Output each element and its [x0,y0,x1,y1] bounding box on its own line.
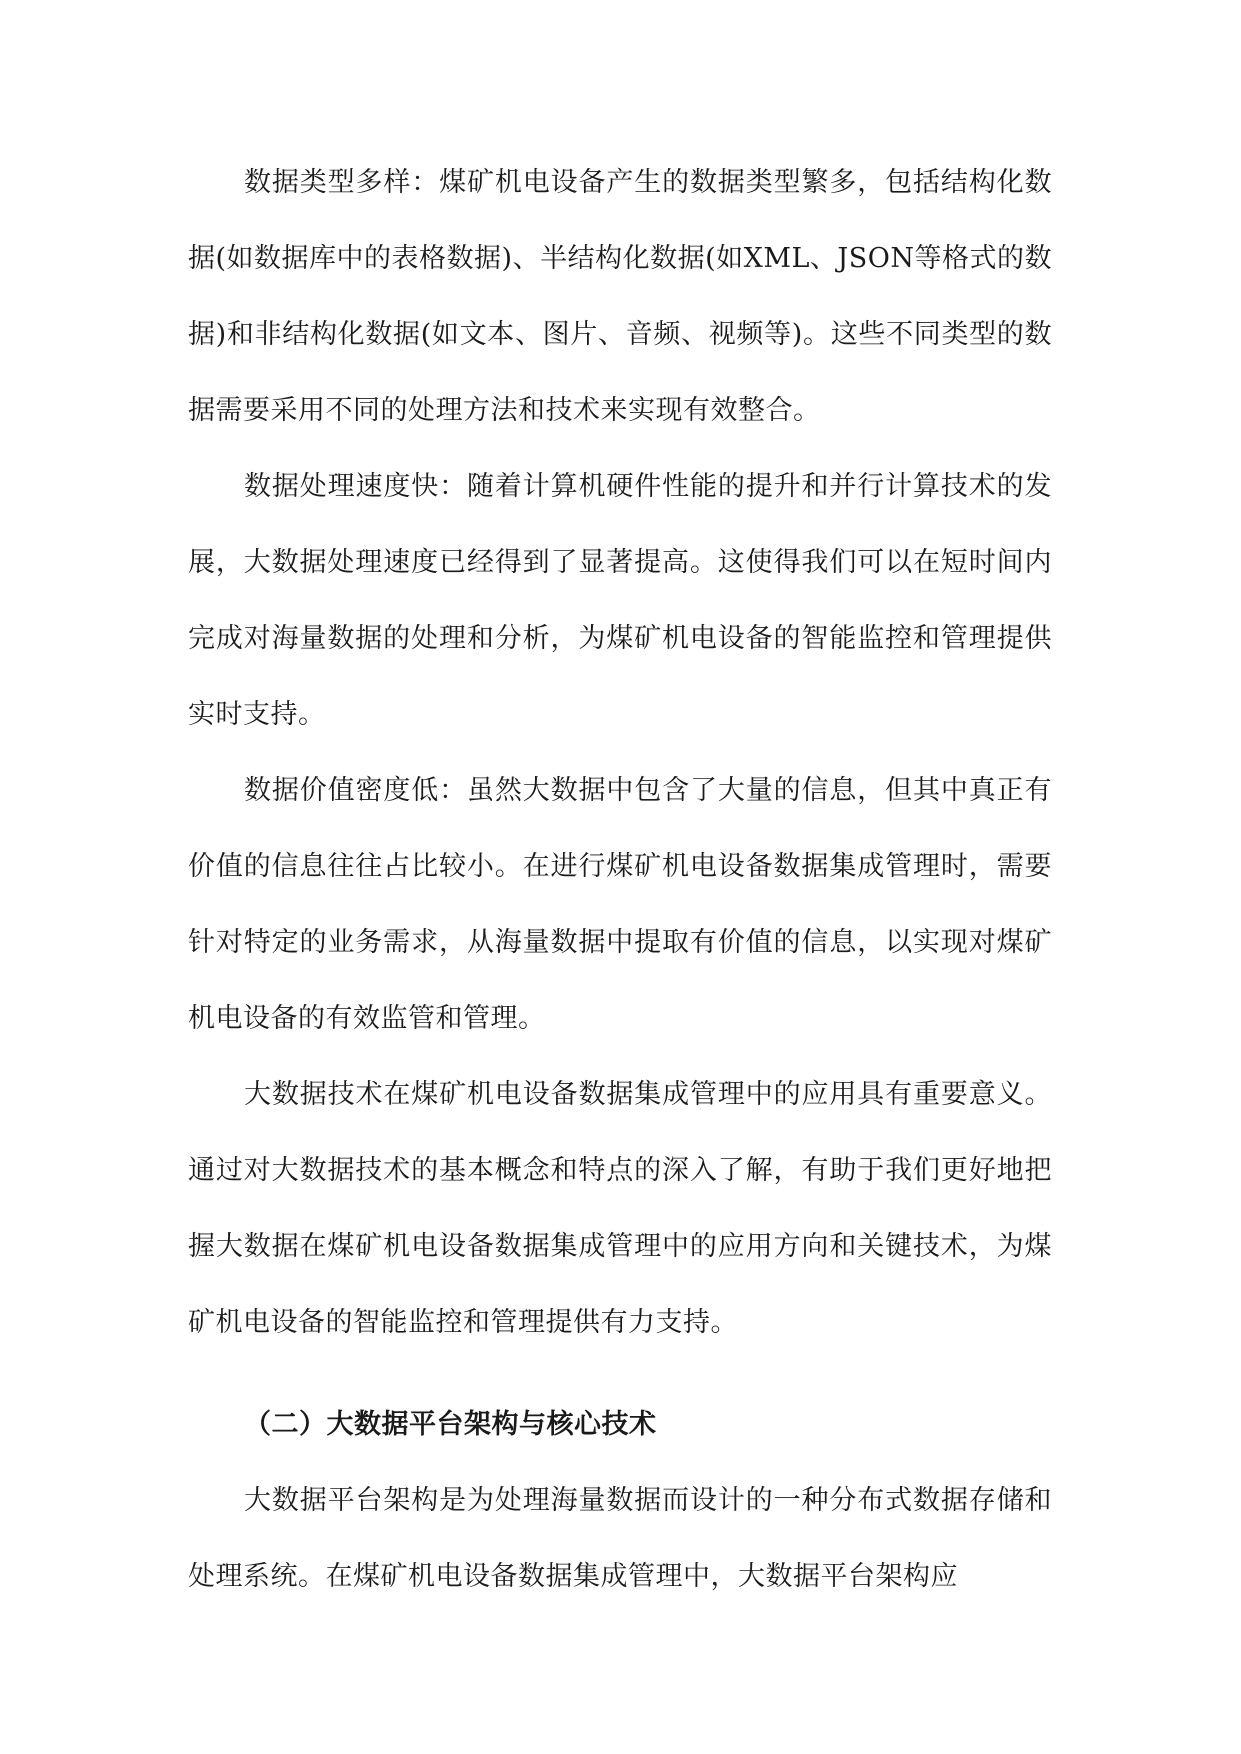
paragraph-value-density: 数据价值密度低：虽然大数据中包含了大量的信息，但其中真正有价值的信息往往占比较小。在进行煤矿机电设备数据集成管理时，需要针对特定的业务需求，从海量数据中提取有价值的信息，以实现对煤矿机电设备的有效监管和管理。 [188,775,1052,1034]
paragraph-platform-architecture: 大数据平台架构是为处理海量数据而设计的一种分布式数据存储和处理系统。在煤矿机电设备数据集成管理中，大数据平台架构应 [188,1485,1052,1592]
document-body [188,145,1052,1615]
paragraph-data-types: 数据类型多样：煤矿机电设备产生的数据类型繁多，包括结构化数据(如数据库中的表格数据)、半结构化数据(如XML、JSON等格式的数据)和非结构化数据(如文本、图片、音频、视频等)。这些不同类型的数据需要采用不同的处理方法和技术来实现有效整合。 [188,167,1052,426]
paragraph-processing-speed: 数据处理速度快：随着计算机硬件性能的提升和并行计算技术的发展，大数据处理速度已经得到了显著提高。这使得我们可以在短时间内完成对海量数据的处理和分析，为煤矿机电设备的智能监控和管理提供实时支持。 [188,471,1052,730]
paragraph-significance: 大数据技术在煤矿机电设备数据集成管理中的应用具有重要意义。通过对大数据技术的基本概念和特点的深入了解，有助于我们更好地把握大数据在煤矿机电设备数据集成管理中的应用方向和关键技术，为煤矿机电设备的智能监控和管理提供有力支持。 [188,1079,1052,1338]
section-heading: （二）大数据平台架构与核心技术 [244,1409,657,1440]
